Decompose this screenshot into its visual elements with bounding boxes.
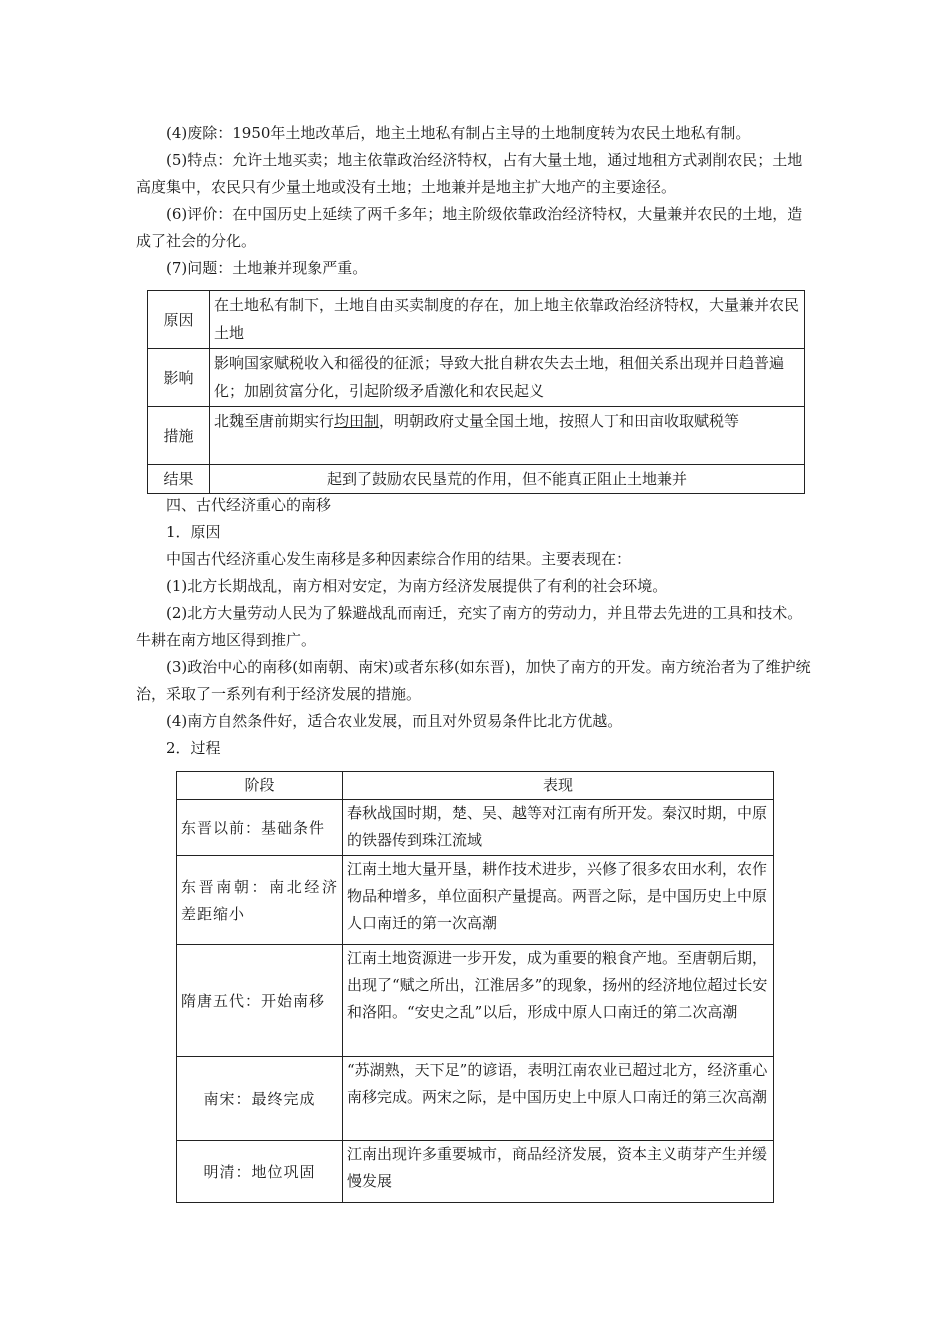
- row-label: 结果: [148, 465, 210, 494]
- subheading-process: 2．过程: [166, 739, 221, 757]
- description-cell: “苏湖熟，天下足”的谚语，表明江南农业已超过北方，经济重心南移完成。两宋之际，是中国历史上中原人口南迁的第三次高潮: [343, 1057, 774, 1141]
- description-cell: 江南土地大量开垦，耕作技术进步，兴修了很多农田水利，农作物品种增多，单位面积产量提高。两晋之际，是中国历史上中原人口南迁的第一次高潮: [343, 856, 774, 945]
- row-content: 在土地私有制下，土地自由买卖制度的存在，加上地主依靠政治经济特权，大量兼并农民土地: [210, 291, 805, 349]
- southward-shift-table: [176, 771, 774, 1203]
- description-cell: 江南出现许多重要城市，商品经济发展，资本主义萌芽产生并缓慢发展: [343, 1141, 774, 1203]
- list-item: (1)北方长期战乱，南方相对安定，为南方经济发展提供了有利的社会环境。: [166, 577, 668, 595]
- stage-cell: 东晋南朝：南北经济差距缩小: [177, 856, 343, 945]
- list-item: (2)北方大量劳动人民为了躲避战乱而南迁，充实了南方的劳动力，并且带去先进的工具和技术。牛耕在南方地区得到推广。: [136, 604, 803, 649]
- list-item: (3)政治中心的南移(如南朝、南宋)或者东移(如东晋)，加快了南方的开发。南方统治者为了维护统治，采取了一系列有利于经济发展的措施。: [136, 658, 811, 703]
- subheading-causes: 1．原因: [166, 523, 221, 541]
- list-item: (4)南方自然条件好，适合农业发展，而且对外贸易条件比北方优越。: [166, 712, 623, 730]
- row-content: 影响国家赋税收入和徭役的征派；导致大批自耕农失去土地，租佃关系出现并日趋普遍化；加剧贫富分化，引起阶级矛盾激化和农民起义: [210, 349, 805, 407]
- table-row: [148, 407, 805, 465]
- underlined-term: 均田制: [334, 412, 380, 430]
- land-annexation-table: [147, 290, 805, 494]
- header-stage: 阶段: [177, 772, 343, 800]
- table-row: [177, 856, 774, 945]
- row-label: 原因: [148, 291, 210, 349]
- stage-cell: 明清：地位巩固: [177, 1141, 343, 1203]
- stage-cell: 东晋以前：基础条件: [177, 800, 343, 856]
- paragraph-abolition: (4)废除：1950年土地改革后，地主土地私有制占主导的土地制度转为农民土地私有制。: [166, 124, 751, 142]
- stage-cell: 隋唐五代：开始南移: [177, 945, 343, 1057]
- row-content: 起到了鼓励农民垦荒的作用，但不能真正阻止土地兼并: [210, 465, 805, 494]
- table-row: [177, 800, 774, 856]
- section-heading: 四、古代经济重心的南移: [166, 496, 332, 514]
- content-text: ，明朝政府丈量全国土地，按照人丁和田亩收取赋税等: [379, 412, 740, 430]
- table-row: [177, 1141, 774, 1203]
- row-label: 措施: [148, 407, 210, 465]
- content-text: 北魏至唐前期实行: [214, 412, 335, 430]
- table-row: [148, 349, 805, 407]
- header-performance: 表现: [343, 772, 774, 800]
- paragraph-problem: (7)问题：土地兼并现象严重。: [166, 259, 368, 277]
- table-row: [177, 945, 774, 1057]
- description-cell: 春秋战国时期，楚、吴、越等对江南有所开发。秦汉时期，中原的铁器传到珠江流域: [343, 800, 774, 856]
- paragraph-intro: 中国古代经济重心发生南移是多种因素综合作用的结果。主要表现在：: [166, 550, 632, 568]
- table-header-row: [177, 772, 774, 800]
- paragraph-evaluation: (6)评价：在中国历史上延续了两千多年；地主阶级依靠政治经济特权，大量兼并农民的土地，造成了社会的分化。: [136, 205, 803, 250]
- row-label: 影响: [148, 349, 210, 407]
- table-row: [148, 465, 805, 494]
- table-row: [177, 1057, 774, 1141]
- table-row: [148, 291, 805, 349]
- row-content: [210, 407, 805, 465]
- paragraph-features: (5)特点：允许土地买卖；地主依靠政治经济特权，占有大量土地，通过地租方式剥削农民；土地高度集中，农民只有少量土地或没有土地；土地兼并是地主扩大地产的主要途径。: [136, 151, 803, 196]
- stage-cell: 南宋：最终完成: [177, 1057, 343, 1141]
- description-cell: 江南土地资源进一步开发，成为重要的粮食产地。至唐朝后期，出现了“赋之所出，江淮居多”的现象，扬州的经济地位超过长安和洛阳。“安史之乱”以后，形成中原人口南迁的第二次高潮: [343, 945, 774, 1057]
